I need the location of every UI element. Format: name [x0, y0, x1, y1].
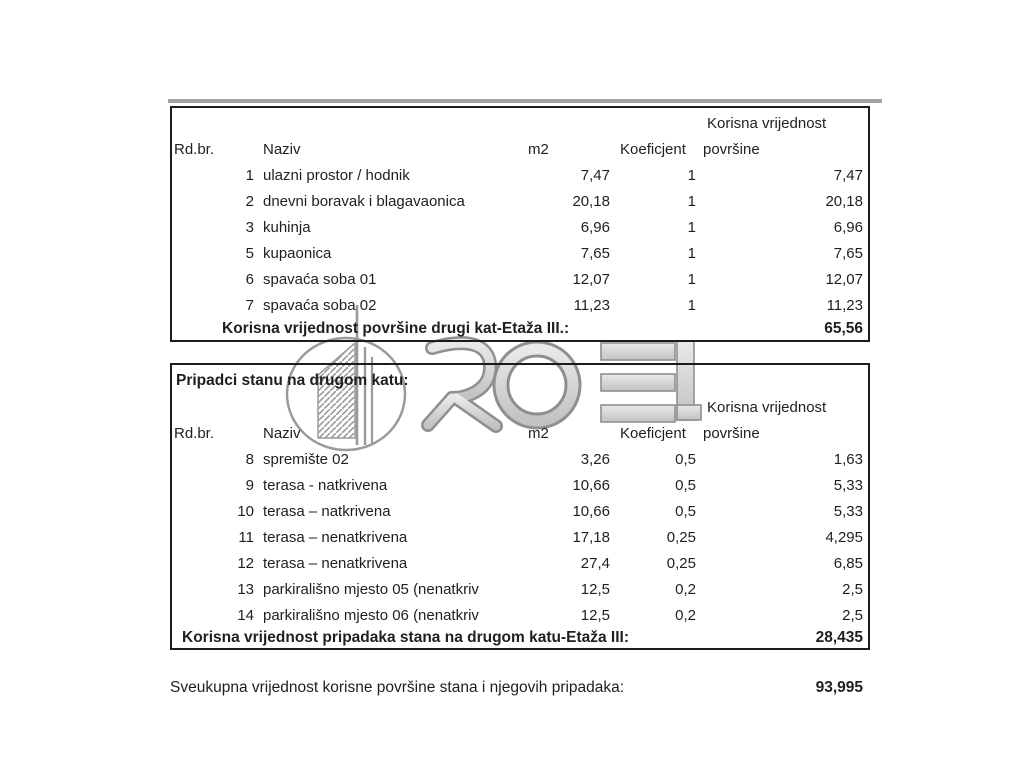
- row-m2: 12,5: [580, 580, 610, 598]
- table-header-row-line2: [172, 420, 868, 446]
- table-row: [172, 498, 868, 524]
- row-m2: 10,66: [572, 502, 610, 520]
- row-value: 11,23: [826, 296, 863, 314]
- grand-total-row: [170, 678, 870, 698]
- column-header-value-line1: Korisna vrijednost: [707, 398, 827, 416]
- column-header-rdbr: Rd.br.: [174, 140, 215, 158]
- column-header-value-line2: površine: [703, 140, 760, 158]
- row-number: 2: [245, 192, 254, 210]
- row-name: terasa – nenatkrivena: [263, 554, 408, 572]
- row-number: 8: [245, 450, 254, 468]
- row-value: 7,65: [833, 244, 863, 262]
- column-header-naziv: Naziv: [263, 424, 301, 442]
- row-value: 6,96: [833, 218, 863, 236]
- column-header-koeficjent: Koeficjent: [620, 424, 686, 442]
- grand-total-value: 93,995: [815, 679, 863, 696]
- row-m2: 7,65: [580, 244, 610, 262]
- table-row: [172, 550, 868, 576]
- row-name: spavaća soba 01: [263, 270, 377, 288]
- row-number: 12: [237, 554, 254, 572]
- row-number: 13: [237, 580, 254, 598]
- row-number: 5: [245, 244, 254, 262]
- row-value: 1,63: [833, 450, 863, 468]
- table1-total-value: 65,56: [824, 320, 863, 338]
- row-number: 3: [245, 218, 254, 236]
- table-row: [172, 266, 868, 292]
- row-value: 4,295: [825, 528, 863, 546]
- column-header-naziv: Naziv: [263, 140, 301, 158]
- row-number: 6: [245, 270, 254, 288]
- row-koef: 0,5: [675, 450, 696, 468]
- table1-total-label: Korisna vrijednost površine drugi kat-Etaža III.:: [222, 320, 570, 338]
- row-m2: 3,26: [580, 450, 610, 468]
- row-m2: 27,4: [580, 554, 610, 572]
- row-name: terasa – nenatkrivena: [263, 528, 408, 546]
- row-value: 12,07: [825, 270, 863, 288]
- table2-title: Pripadci stanu na drugom katu:: [176, 372, 409, 390]
- row-name: parkirališno mjesto 06 (nenatkriv: [263, 606, 479, 624]
- column-header-m2: m2: [528, 140, 549, 158]
- table-row: [172, 602, 868, 628]
- row-name: kuhinja: [263, 218, 311, 236]
- row-name: terasa – natkrivena: [263, 502, 391, 520]
- column-header-value-line1: Korisna vrijednost: [707, 114, 827, 132]
- table2-total-label: Korisna vrijednost pripadaka stana na drugom katu-Etaža III:: [182, 629, 630, 647]
- row-name: parkirališno mjesto 05 (nenatkriv: [263, 580, 479, 598]
- row-value: 20,18: [825, 192, 863, 210]
- row-name: ulazni prostor / hodnik: [263, 166, 410, 184]
- row-koef: 1: [687, 192, 696, 210]
- table-row: [172, 292, 868, 318]
- row-koef: 0,2: [675, 580, 696, 598]
- column-header-m2: m2: [528, 424, 549, 442]
- row-koef: 1: [687, 244, 696, 262]
- row-koef: 1: [687, 166, 696, 184]
- row-koef: 0,5: [675, 476, 696, 494]
- column-header-koeficjent: Koeficjent: [620, 140, 686, 158]
- table-row: [172, 576, 868, 602]
- table-header-row-line1: [172, 394, 868, 420]
- table-header-row-line2: [172, 136, 868, 162]
- grand-total-label: Sveukupna vrijednost korisne površine stana i njegovih pripadaka:: [170, 679, 625, 696]
- row-number: 14: [237, 606, 254, 624]
- row-koef: 0,25: [666, 528, 696, 546]
- row-m2: 10,66: [572, 476, 610, 494]
- row-value: 2,5: [842, 606, 863, 624]
- table2-total-value: 28,435: [815, 629, 863, 647]
- row-koef: 1: [687, 218, 696, 236]
- row-number: 11: [238, 528, 254, 546]
- table-row: [172, 446, 868, 472]
- table2-total-row: [172, 628, 868, 648]
- table-row: [172, 240, 868, 266]
- row-koef: 0,25: [666, 554, 696, 572]
- row-value: 5,33: [833, 476, 863, 494]
- row-m2: 11,23: [573, 296, 610, 314]
- row-number: 1: [245, 166, 254, 184]
- row-m2: 7,47: [580, 166, 610, 184]
- row-name: terasa - natkrivena: [263, 476, 388, 494]
- table-row: [172, 162, 868, 188]
- row-m2: 20,18: [572, 192, 610, 210]
- row-number: 10: [237, 502, 254, 520]
- row-koef: 1: [687, 270, 696, 288]
- row-m2: 6,96: [580, 218, 610, 236]
- row-value: 2,5: [842, 580, 863, 598]
- row-value: 7,47: [833, 166, 863, 184]
- row-name: spremište 02: [263, 450, 349, 468]
- row-m2: 12,5: [580, 606, 610, 624]
- row-koef: 0,2: [675, 606, 696, 624]
- row-value: 6,85: [833, 554, 863, 572]
- table-row: [172, 188, 868, 214]
- table-row: [172, 472, 868, 498]
- table-row: [172, 214, 868, 240]
- row-koef: 1: [687, 296, 696, 314]
- column-header-value-line2: površine: [703, 424, 760, 442]
- row-name: kupaonica: [263, 244, 332, 262]
- row-koef: 0,5: [675, 502, 696, 520]
- table-korisna-vrijednost-drugi-kat: [170, 106, 870, 342]
- horizontal-divider: [168, 99, 882, 103]
- column-header-rdbr: Rd.br.: [174, 424, 215, 442]
- row-number: 9: [245, 476, 254, 494]
- table-header-row-line1: [172, 110, 868, 136]
- table-pripadci-stanu: [170, 363, 870, 650]
- row-number: 7: [245, 296, 254, 314]
- row-m2: 12,07: [572, 270, 610, 288]
- table1-total-row: [172, 318, 868, 340]
- row-m2: 17,18: [572, 528, 610, 546]
- row-name: spavaća soba 02: [263, 296, 377, 314]
- table-row: [172, 524, 868, 550]
- row-value: 5,33: [833, 502, 863, 520]
- row-name: dnevni boravak i blagavaonica: [263, 192, 465, 210]
